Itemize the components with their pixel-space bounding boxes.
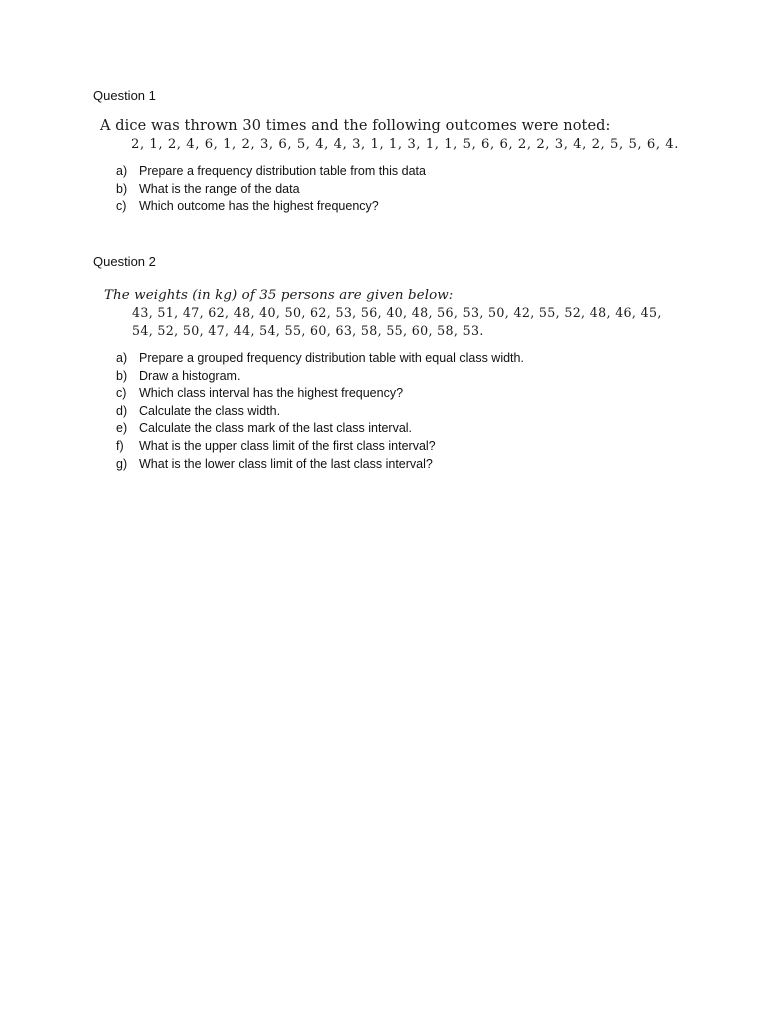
question-1-heading: Question 1 (93, 88, 156, 103)
subquestion-text: Prepare a grouped frequency distribution table with equal class width. (139, 351, 524, 365)
subquestion-text: Draw a histogram. (139, 368, 241, 383)
question-2-heading: Question 2 (93, 254, 156, 269)
subquestion-letter: a) (116, 351, 128, 365)
subquestion-letter: f) (116, 438, 124, 453)
subquestion-letter: d) (116, 403, 128, 418)
subquestion-text: Prepare a frequency distribution table from this data (139, 164, 426, 178)
question-2-data-line-2: 54, 52, 50, 47, 44, 54, 55, 60, 63, 58, 55, 60, 58, 53. (132, 323, 484, 338)
subquestion-text: What is the upper class limit of the first class interval? (139, 438, 436, 453)
subquestion-letter: c) (116, 386, 127, 401)
question-2-data-line-1: 43, 51, 47, 62, 48, 40, 50, 62, 53, 56, 40, 48, 56, 53, 50, 42, 55, 52, 48, 46, 45, (132, 305, 662, 320)
subquestion-letter: b) (116, 181, 128, 196)
subquestion-text: Which class interval has the highest frequency? (139, 386, 404, 401)
subquestion-letter: e) (116, 421, 128, 436)
question-2-intro: The weights (in kg) of 35 persons are given below: (104, 288, 454, 303)
subquestion-letter: c) (116, 199, 127, 214)
subquestion-text: Which outcome has the highest frequency? (139, 199, 379, 214)
subquestion-text: Calculate the class width. (139, 403, 281, 418)
question-1-data: 2, 1, 2, 4, 6, 1, 2, 3, 6, 5, 4, 4, 3, 1, 1, 3, 1, 1, 5, 6, 6, 2, 2, 3, 4, 2, 5, 5, 6, 4. (131, 137, 679, 152)
question-1-intro: A dice was thrown 30 times and the following outcomes were noted: (100, 118, 611, 134)
subquestion-letter: b) (116, 368, 128, 383)
subquestion-letter: g) (116, 456, 128, 471)
subquestion-text: What is the range of the data (139, 181, 300, 196)
subquestion-text: Calculate the class mark of the last class interval. (139, 421, 413, 436)
subquestion-letter: a) (116, 164, 128, 178)
subquestion-text: What is the lower class limit of the last class interval? (139, 456, 433, 471)
